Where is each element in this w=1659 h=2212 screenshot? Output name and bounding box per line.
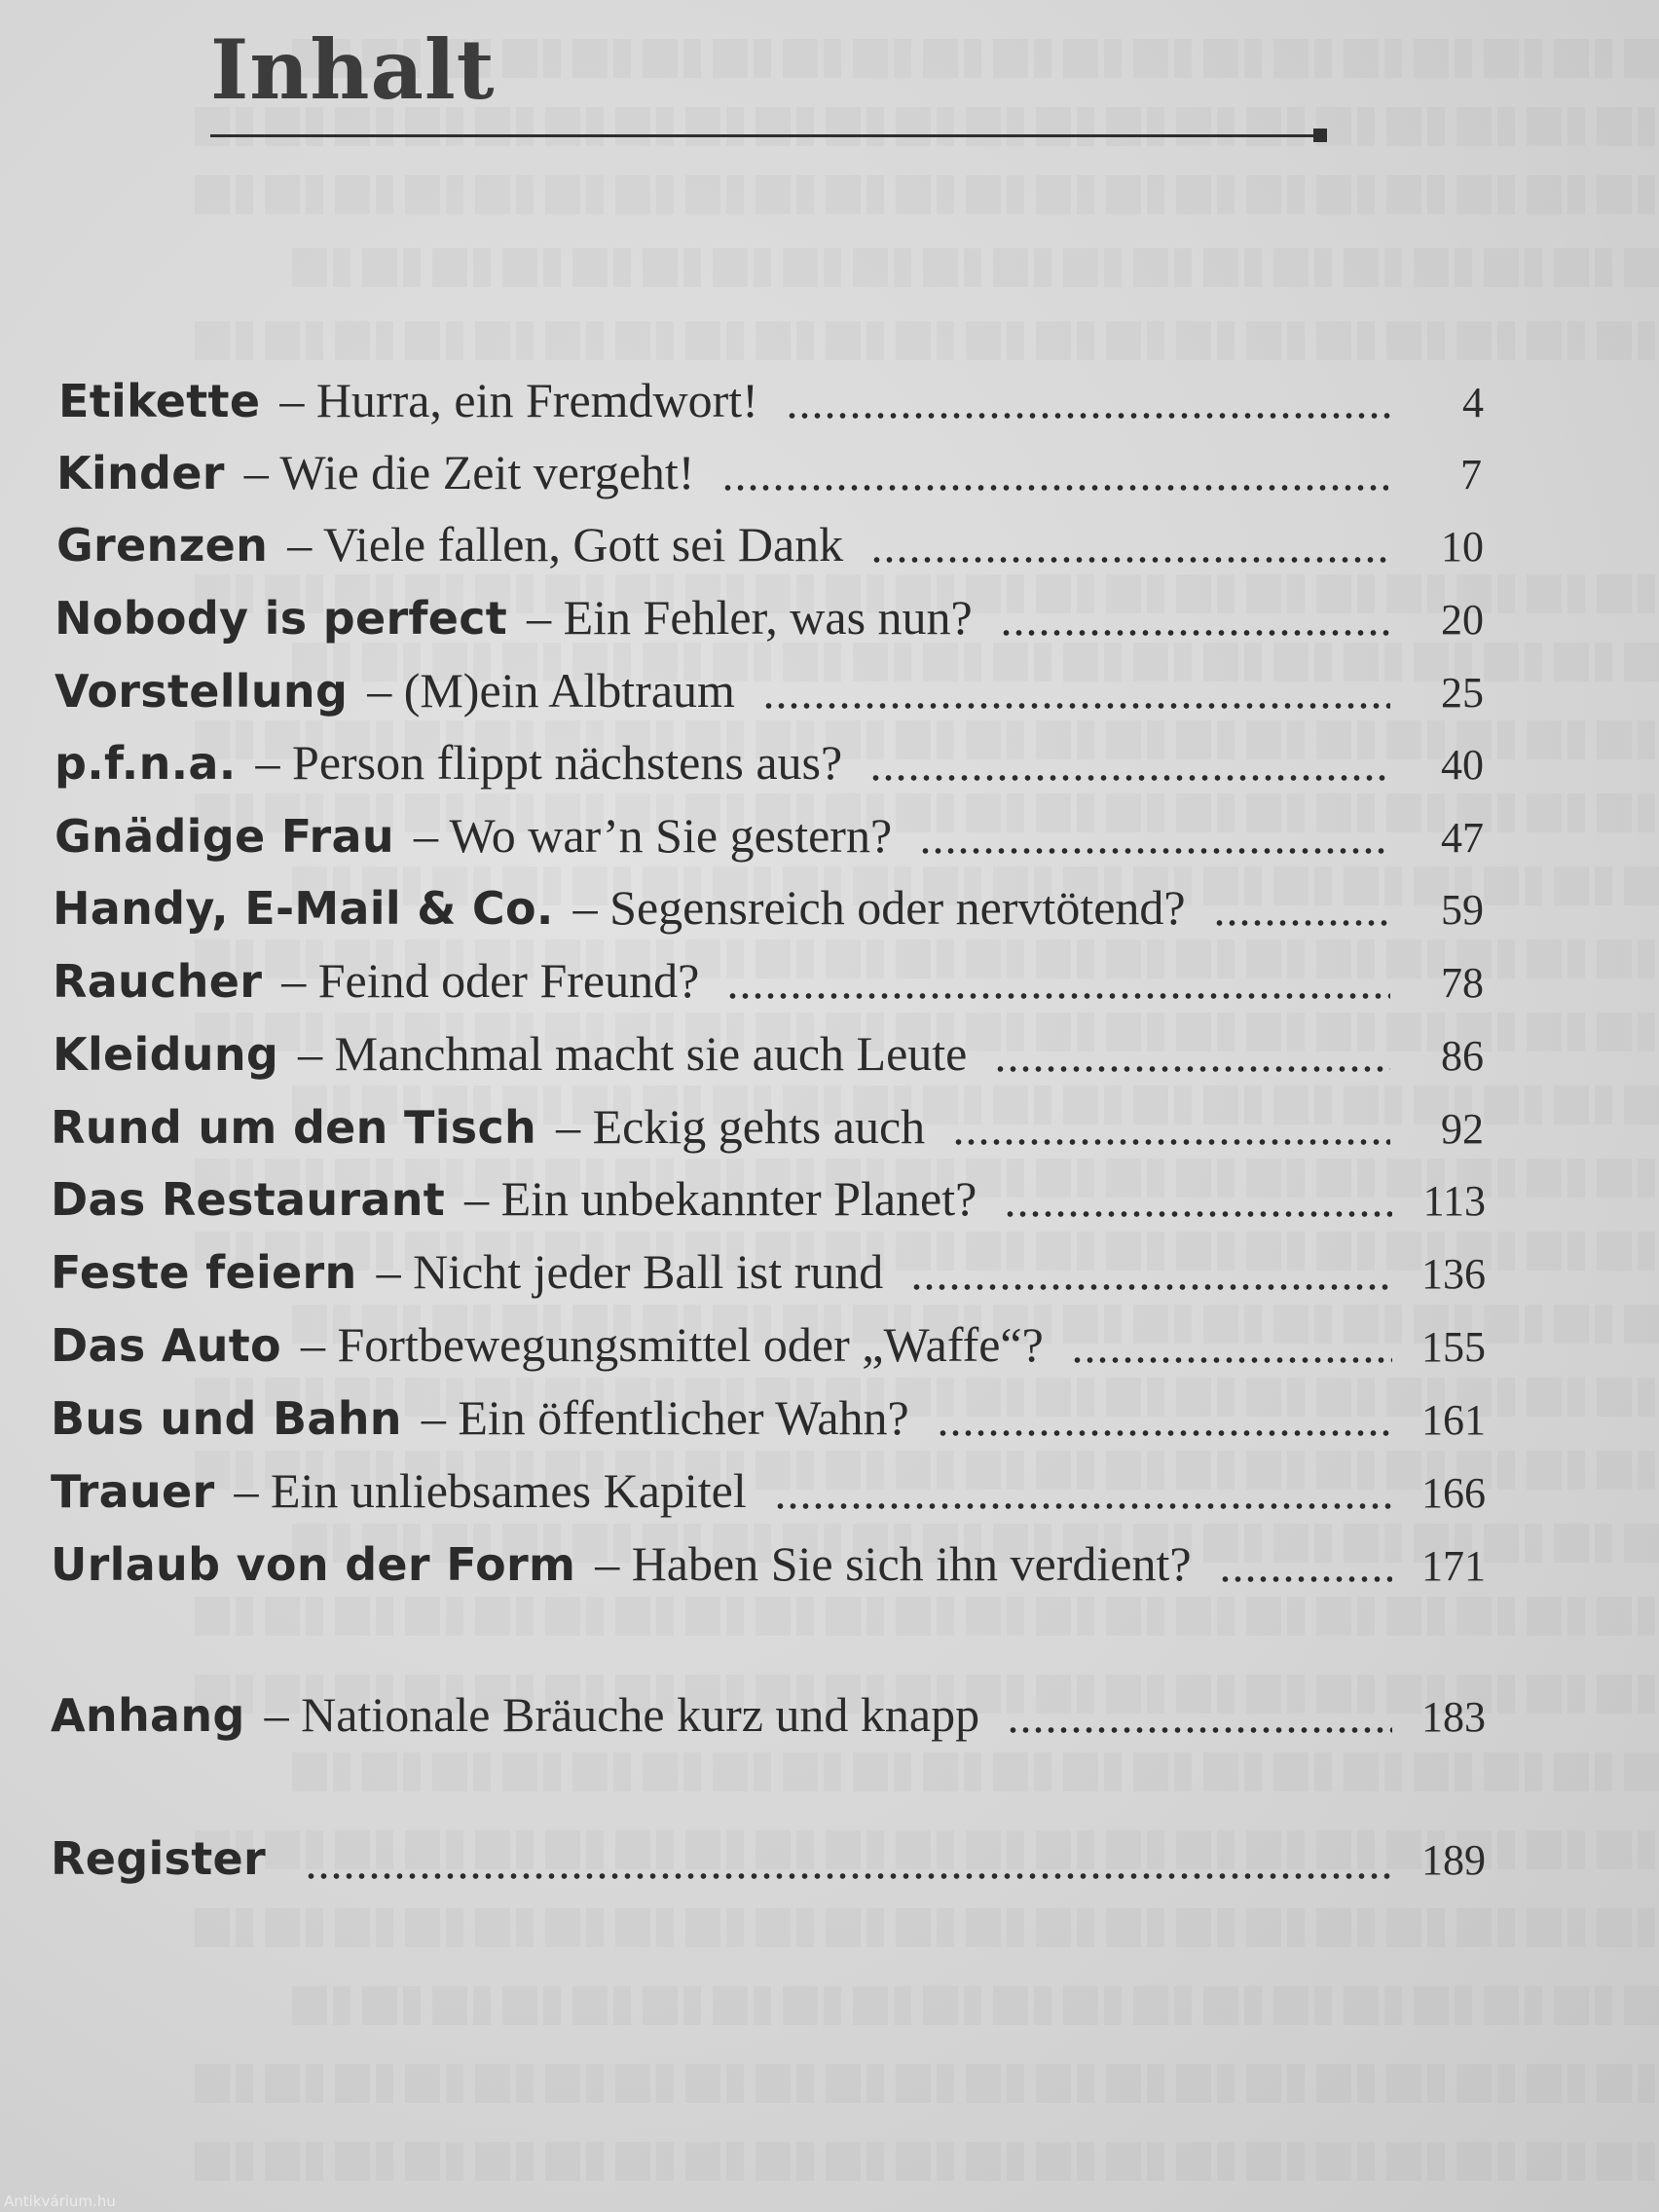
bleed-line [195,1908,1655,1947]
toc-entry-page: 20 [1441,596,1484,644]
toc-entry-title: Gnädige Frau [55,810,394,863]
toc-entry-title: Urlaub von der Form [51,1538,576,1591]
toc-entry-title: Kleidung [53,1028,279,1081]
toc-entry-title: p.f.n.a. [55,737,237,790]
toc-entry-page: 40 [1441,741,1484,789]
toc-entry-raucher[interactable] [53,952,1484,1013]
toc-entry-subtitle: – Haben Sie sich ihn verdient? [595,1536,1192,1591]
toc-entry-title: Das Auto [51,1319,281,1372]
toc-entry-title: Trauer [51,1465,215,1518]
toc-leader-dots [910,1283,1392,1291]
toc-entry-subtitle: – Ein Fehler, was nun? [527,590,973,645]
bleed-line [195,1597,1655,1636]
bleed-line [195,2064,1655,2103]
toc-entry-title: Register [51,1832,266,1885]
toc-entry-etikette[interactable] [58,372,1484,432]
bleed-line [195,2142,1655,2181]
toc-entry-page: 155 [1421,1323,1486,1371]
toc-entry-page: 92 [1441,1105,1484,1153]
bleed-line [195,321,1655,360]
toc-leader-dots [762,702,1390,710]
toc-entry-title: Anhang [51,1689,245,1742]
toc-entry-subtitle: – Manchmal macht sie auch Leute [298,1026,968,1081]
bleed-line [195,175,1655,214]
toc-entry-subtitle: – Ein unbekannter Planet? [464,1171,977,1226]
bleed-line [292,1986,1659,2025]
toc-leader-dots [1219,1575,1392,1583]
toc-leader-dots [1213,919,1390,927]
title-rule-end-square [1313,129,1327,142]
toc-entry-title: Grenzen [56,519,269,571]
title-rule [210,134,1320,137]
toc-entry-title: Kinder [56,447,225,499]
toc-leader-dots [870,556,1390,564]
page-title: Inhalt [210,21,496,118]
toc-entry-page: 25 [1441,669,1484,717]
toc-entry-title: Handy, E-Mail & Co. [53,882,554,935]
toc-entry-title: Raucher [53,955,263,1008]
toc-leader-dots [1007,1726,1392,1734]
toc-leader-dots [869,774,1390,782]
toc-leader-dots [774,1502,1392,1510]
toc-entry-bus-und-bahn[interactable] [51,1389,1486,1450]
toc-leader-dots [937,1429,1392,1437]
toc-entry-rund-um-den-tisch[interactable] [51,1098,1484,1159]
toc-entry-grenzen[interactable] [56,516,1484,576]
toc-leader-dots [1000,629,1390,637]
toc-entry-pfna[interactable] [55,734,1484,794]
toc-entry-page: 10 [1441,523,1484,571]
toc-entry-page: 113 [1422,1177,1486,1225]
toc-entry-subtitle: – Person flippt nächstens aus? [255,735,843,790]
toc-entry-kleidung[interactable] [53,1025,1484,1086]
toc-entry-subtitle: – Fortbewegungsmittel oder „Waffe“? [300,1317,1044,1372]
toc-entry-title: Feste feiern [51,1246,357,1299]
toc-entry-das-restaurant[interactable] [51,1170,1486,1231]
toc-entry-trauer[interactable] [51,1462,1486,1523]
bleed-line [292,248,1659,287]
toc-entry-page: 7 [1460,451,1482,498]
toc-leader-dots [1071,1356,1392,1364]
toc-entry-subtitle: – (M)ein Albtraum [367,663,735,718]
toc-entry-title: Etikette [58,375,261,427]
toc-entry-page: 59 [1441,886,1484,934]
toc-entry-handy-email[interactable] [53,879,1484,940]
toc-leader-dots [786,412,1390,420]
toc-entry-subtitle: – Nationale Bräuche kurz und knapp [264,1687,980,1742]
toc-entry-page: 171 [1421,1542,1486,1590]
toc-entry-page: 4 [1462,379,1484,426]
toc-leader-dots [1004,1210,1392,1218]
toc-entry-subtitle: – Viele fallen, Gott sei Dank [287,517,844,571]
toc-entry-subtitle: – Feind oder Freund? [281,953,700,1008]
toc-entry-page: 86 [1441,1032,1484,1080]
toc-entry-gnaedige-frau[interactable] [55,807,1484,867]
toc-entry-urlaub-von-der-form[interactable] [51,1535,1486,1596]
toc-entry-subtitle: – Nicht jeder Ball ist rund [376,1244,884,1299]
toc-entry-subtitle: – Wie die Zeit vergeht! [243,445,695,499]
bleed-line [292,39,1659,78]
toc-entry-page: 136 [1421,1250,1486,1298]
toc-entry-anhang[interactable] [51,1686,1486,1747]
toc-entry-page: 166 [1421,1469,1486,1517]
toc-entry-subtitle: – Hurra, ein Fremdwort! [279,373,758,427]
toc-leader-dots [305,1872,1392,1880]
toc-entry-title: Das Restaurant [51,1173,446,1226]
toc-entry-subtitle: – Segensreich oder nervtötend? [572,880,1186,935]
toc-leader-dots [726,992,1390,1000]
toc-entry-register[interactable] [51,1832,1486,1893]
toc-entry-subtitle: – Ein unliebsames Kapitel [234,1463,747,1518]
toc-entry-kinder[interactable] [56,444,1482,504]
toc-entry-subtitle: – Ein öffentlicher Wahn? [421,1390,909,1445]
toc-entry-feste-feiern[interactable] [51,1243,1486,1304]
toc-leader-dots [919,847,1390,855]
toc-entry-title: Nobody is perfect [55,592,508,645]
toc-entry-page: 47 [1441,814,1484,862]
toc-entry-subtitle: – Wo war’n Sie gestern? [413,808,893,863]
toc-entry-title: Vorstellung [55,665,349,718]
toc-entry-page: 183 [1421,1693,1486,1741]
toc-leader-dots [952,1138,1390,1146]
toc-entry-page: 161 [1421,1396,1486,1444]
watermark: Antikvárium.hu [4,2193,116,2210]
toc-entry-das-auto[interactable] [51,1316,1486,1377]
toc-leader-dots [994,1065,1390,1073]
toc-entry-vorstellung[interactable] [55,662,1484,722]
bleed-line [292,1752,1659,1791]
toc-leader-dots [721,484,1388,492]
toc-entry-nobody-is-perfect[interactable] [55,589,1484,649]
toc-entry-title: Rund um den Tisch [51,1101,537,1154]
toc-entry-title: Bus und Bahn [51,1392,402,1445]
toc-entry-page: 78 [1441,959,1484,1007]
toc-entry-subtitle: – Eckig gehts auch [556,1099,926,1154]
toc-entry-page: 189 [1421,1836,1486,1884]
